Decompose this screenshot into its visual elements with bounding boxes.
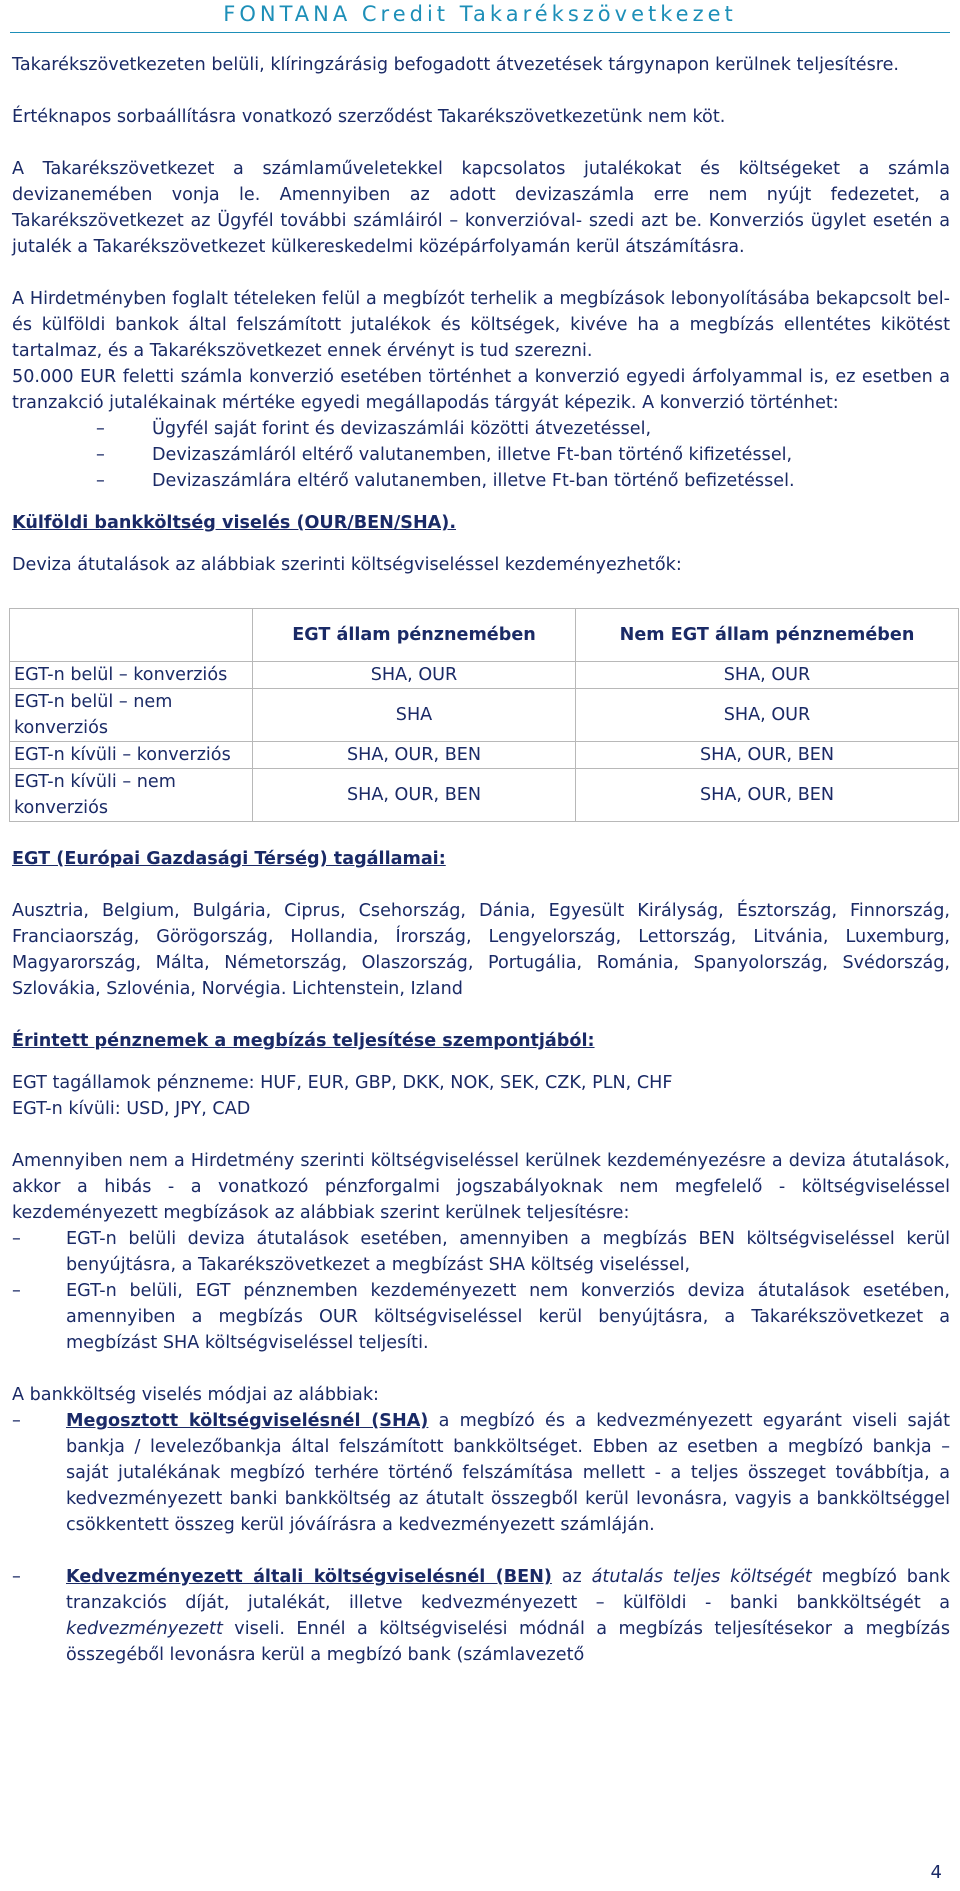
dash-bullet: – (96, 445, 105, 465)
list-item-text: a megbízó és a kedvezményezett egyaránt viseli saját bankja / levelezőbankja által felszámított bankköltséget. Ebben az esetben a megbízó bankja – saját jutalékának megbízó terhére történő felszámítása mellett - a teljes összeget továbbítja, a kedvezményezett banki bankköltség az átutalt összegből kerül levonásra, vagyis a bankköltséggel csökkentett összeg kerül jóváírásra a kedvezményezett számláján. (66, 1411, 951, 1535)
paragraph: 50.000 EUR feletti számla konverzió esetében történhet a konverzió egyedi árfolyammal is, ez esetben a tranzakció jutalékainak mértéke egyedi megállapodás tárgyát képezik. A konverzió történhet: (12, 367, 950, 413)
table-cell: SHA, OUR, BEN (253, 769, 576, 822)
paragraph: Amennyiben nem a Hirdetmény szerinti költségviseléssel kerülnek kezdeményezésre a deviza átutalások, akkor a hibás - a vonatkozó pénzforgalmi jogszabályoknak nem megfelelő - költségviseléssel kezdeményezett megbízások az alábbiak szerint kerülnek teljesítésre: (12, 1151, 950, 1223)
emphasis-text: átutalás teljes költségét (591, 1567, 812, 1587)
list-item (12, 1226, 950, 1278)
table-header-row (10, 609, 959, 662)
table-row (10, 689, 959, 742)
list-item-text: Devizaszámlára eltérő valutanemben, illetve Ft-ban történő befizetéssel. (152, 471, 795, 491)
dash-bullet: – (12, 1229, 21, 1249)
table-row (10, 662, 959, 689)
section-heading: Érintett pénznemek a megbízás teljesítése szempontjából: (12, 1031, 595, 1051)
table-cell: EGT-n belül – konverziós (10, 662, 253, 689)
paragraph: Értéknapos sorbaállításra vonatkozó szerződést Takarékszövetkezetünk nem köt. (12, 107, 726, 127)
list-item-text: megbízó bank tranzakciós díját, jutalékát, illetve kedvezményezett – külföldi - banki bankköltségét a (66, 1567, 950, 1613)
paragraph: A bankköltség viselés módjai az alábbiak: (12, 1385, 379, 1405)
fallback-list (12, 1226, 950, 1356)
header-rule (10, 32, 950, 33)
list-item (12, 1408, 950, 1538)
paragraph: Deviza átutalások az alábbiak szerinti költségviseléssel kezdeményezhetők: (12, 555, 682, 575)
list-item-text: EGT-n belüli deviza átutalások esetében, amennyiben a megbízás BEN költségviseléssel kerül benyújtásra, a Takarékszövetkezet a megbízást SHA költség viseléssel, (66, 1229, 950, 1275)
page-number: 4 (930, 1862, 942, 1883)
cost-table (9, 608, 959, 822)
dash-bullet: – (96, 419, 105, 439)
list-item (12, 468, 950, 494)
section-heading: Külföldi bankköltség viselés (OUR/BEN/SHA). (12, 513, 457, 533)
list-item-text: Ügyfél saját forint és devizaszámlái közötti átvezetéssel, (152, 419, 652, 439)
list-item (12, 1278, 950, 1356)
table-cell: SHA, OUR, BEN (576, 742, 959, 769)
table-header-cell (10, 609, 253, 662)
dash-bullet: – (12, 1567, 21, 1587)
emphasis-text: kedvezményezett (66, 1619, 223, 1639)
table-cell: SHA, OUR (576, 689, 959, 742)
table-cell: SHA, OUR, BEN (576, 769, 959, 822)
table-cell: SHA, OUR (253, 662, 576, 689)
list-item-text: EGT-n belüli, EGT pénznemben kezdeményezett nem konverziós deviza átutalások esetében, amennyiben a megbízás OUR költségviseléssel kerül benyújtásra, a Takarékszövetkezet a megbízást SHA költségviseléssel teljesíti. (66, 1281, 950, 1353)
list-item (12, 416, 950, 442)
page-header: FONTANA Credit Takarékszövetkezet (223, 2, 737, 26)
paragraph: EGT tagállamok pénzneme: HUF, EUR, GBP, DKK, NOK, SEK, CZK, PLN, CHF (12, 1073, 673, 1093)
paragraph: Takarékszövetkezeten belüli, klíringzárásig befogadott átvezetések tárgynapon kerülnek teljesítésre. (12, 55, 900, 75)
ben-term: Kedvezményezett általi költségviselésnél (BEN) (66, 1567, 552, 1587)
table-header-cell: EGT állam pénznemében (253, 609, 576, 662)
paragraph: A Takarékszövetkezet a számlaműveletekkel kapcsolatos jutalékokat és költségeket a számla devizanemében vonja le. Amennyiben az adott devizaszámla erre nem nyújt fedezetet, a Takarékszövetkezet az Ügyfél további számláiról – konverzióval- szedi azt be. Konverziós ügylet esetén a jutalék a Takarékszövetkezet külkereskedelmi középárfolyamán kerül átszámításra. (12, 159, 950, 257)
document-body (12, 52, 950, 1668)
table-header-cell: Nem EGT állam pénznemében (576, 609, 959, 662)
paragraph: EGT-n kívüli: USD, JPY, CAD (12, 1099, 251, 1119)
section-heading: EGT (Európai Gazdasági Térség) tagállamai: (12, 849, 446, 869)
table-cell: EGT-n belül – nem konverziós (10, 689, 253, 742)
list-item-text: viseli. Ennél a költségviselési módnál a megbízás teljesítésekor a megbízás összegéből levonásra kerül a megbízó bank (számlavezető (66, 1619, 950, 1665)
table-cell: SHA, OUR, BEN (253, 742, 576, 769)
list-item (12, 442, 950, 468)
paragraph: A Hirdetményben foglalt tételeken felül a megbízót terhelik a megbízások lebonyolításába bekapcsolt bel- és külföldi bankok által felszámított jutalékok és költségek, kivéve ha a megbízás ellentétes kikötést tartalmaz, és a Takarékszövetkezet ennek érvényt is tud szerezni. (12, 289, 950, 361)
table-cell: SHA (253, 689, 576, 742)
list-item-text: az (551, 1567, 592, 1587)
dash-bullet: – (12, 1411, 21, 1431)
conversion-list (12, 416, 950, 494)
table-row (10, 769, 959, 822)
table-cell: EGT-n kívüli – konverziós (10, 742, 253, 769)
dash-bullet: – (96, 471, 105, 491)
dash-bullet: – (12, 1281, 21, 1301)
table-row (10, 742, 959, 769)
cost-mode-list (12, 1408, 950, 1668)
table-cell: EGT-n kívüli – nem konverziós (10, 769, 253, 822)
list-item-text: Devizaszámláról eltérő valutanemben, illetve Ft-ban történő kifizetéssel, (152, 445, 793, 465)
paragraph: Ausztria, Belgium, Bulgária, Ciprus, Csehország, Dánia, Egyesült Királyság, Észtország, Finnország, Franciaország, Görögország, Hollandia, Írország, Lengyelország, Lettország, Litvánia, Luxemburg, Magyarország, Málta, Németország, Olaszország, Portugália, Románia, Spanyolország, Svédország, Szlovákia, Szlovénia, Norvégia. Lichtenstein, Izland (12, 901, 950, 999)
sha-term: Megosztott költségviselésnél (SHA) (66, 1411, 429, 1431)
list-item (12, 1564, 950, 1668)
table-cell: SHA, OUR (576, 662, 959, 689)
